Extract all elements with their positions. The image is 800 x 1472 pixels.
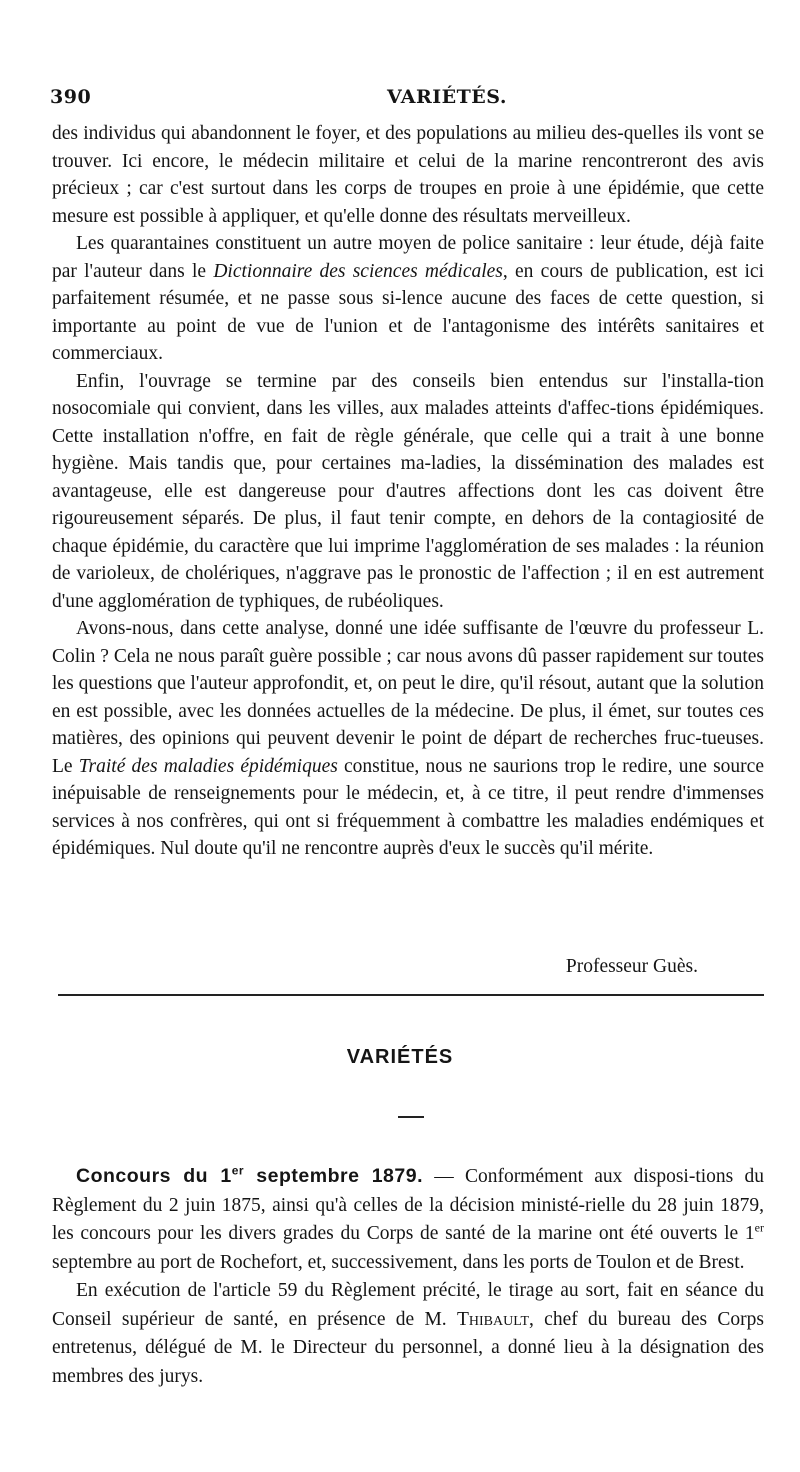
paragraph-text: Enfin, l'ouvrage se termine par des conseils bien entendus sur l'installa-tion nosocomiale qui convient, dans les villes, aux malades atteints d'affec-tions épidémiques. Cette installation n'offre, en fait de règle générale, que celle qui a trait à une bonne hygiène. Mais tandis que, pour certaines ma-ladies, la dissémination des malades est avantageuse, elle est dangereuse pour d'autres affections dont les cas doivent être rigoureusement séparés. De plus, il faut tenir compte, en dehors de la contagiosité de chaque épidémie, du caractère que lui imprime l'agglomération de ses malades : la réunion de varioleux, de cholériques, n'aggrave pas le pronostic de l'affection ; il en est autrement d'une agglomération de typhiques, de rubéoliques. bbox=[52, 370, 764, 612]
paragraph-text: constitue, nous ne saurions trop le redire, une source inépuisable de renseignements pour le médecin, et, à ce titre, il peut rendre d'immenses services à nos confrères, qui ont si fréquemment à combattre les maladies endémiques et épidémiques. Nul doute qu'il ne rencontre auprès d'eux le succès qu'il mérite. bbox=[52, 755, 764, 859]
running-head bbox=[50, 86, 764, 116]
paragraph bbox=[52, 368, 764, 616]
section-body bbox=[52, 1162, 764, 1391]
paragraph-text: Les quarantaines constituent un autre moyen de police sanitaire : leur étude, déjà faite par l'auteur dans le bbox=[52, 233, 764, 282]
paragraph-text: , chef du bureau des Corps entretenus, délégué de M. le Directeur du personnel, a donné lieu à la désignation des membres des jurys. bbox=[52, 1308, 764, 1387]
paragraph-text: En exécution de l'article 59 du Règlement précité, le tirage au sort, fait en séance du Conseil supérieur de santé, en présence de M. bbox=[52, 1280, 764, 1330]
paragraph bbox=[52, 615, 764, 863]
review-body bbox=[52, 120, 764, 863]
paragraph bbox=[52, 1162, 764, 1277]
lead-superscript: er bbox=[231, 1163, 245, 1178]
section-title: VARIÉTÉS bbox=[346, 1046, 454, 1068]
paragraph-text: septembre au port de Rochefort, et, successivement, dans les ports de Toulon et de Brest. bbox=[52, 1251, 745, 1273]
paragraph bbox=[52, 1277, 764, 1391]
book-title-italic: Traité des maladies épidémiques bbox=[78, 755, 338, 777]
page-number: 390 bbox=[50, 86, 92, 108]
lead-text: septembre 1879. bbox=[244, 1165, 423, 1187]
paragraph-text: — Conformément aux disposi-tions du Règlement du 2 juin 1875, ainsi qu'à celles de la décision ministé-rielle du 28 juin 1879, les concours pour les divers grades du Corps de santé de la marine ont été ouverts le 1 bbox=[52, 1166, 764, 1244]
paragraph-text: Avons-nous, dans cette analyse, donné une idée suffisante de l'œuvre du professeur L. Colin ? Cela ne nous paraît guère possible ; car nous avons dû passer rapidement sur toutes les questions que l'auteur approfondit, et, on peut le dire, qu'il résout, autant que la solution en est possible, avec les données actuelles de la médecine. De plus, il émet, sur toutes ces matières, des opinions qui peuvent devenir le point de départ de recherches fruc-tueuses. Le bbox=[52, 618, 764, 777]
paragraph-text: , en cours de publication, est ici parfaitement résumée, et ne passe sous si-lence aucune des faces de cette question, si importante au point de vue de l'union et de l'antagonisme des intérêts sanitaires et commerciaux. bbox=[52, 260, 765, 364]
title-dash bbox=[398, 1116, 424, 1118]
person-name: Thibault bbox=[456, 1308, 530, 1330]
book-title-italic: Dictionnaire des sciences médicales bbox=[213, 260, 503, 282]
superscript: er bbox=[754, 1220, 764, 1235]
lead-text: Concours du 1 bbox=[76, 1165, 232, 1187]
paragraph-lead bbox=[76, 1165, 423, 1187]
review-signature: Professeur Guès. bbox=[565, 956, 698, 977]
paragraph-text: des individus qui abandonnent le foyer, et des populations au milieu des-quelles ils vont se trouver. Ici encore, le médecin militaire et celui de la marine rencontreront des avis précieux ; car c'est surtout dans les corps de troupes en proie à une épidémie, que cette mesure est possible à appliquer, et qu'elle donne des résultats merveilleux. bbox=[52, 123, 764, 227]
section-divider bbox=[58, 994, 764, 996]
paragraph bbox=[52, 120, 764, 230]
paragraph bbox=[52, 230, 764, 368]
running-title: VARIÉTÉS. bbox=[387, 86, 507, 108]
